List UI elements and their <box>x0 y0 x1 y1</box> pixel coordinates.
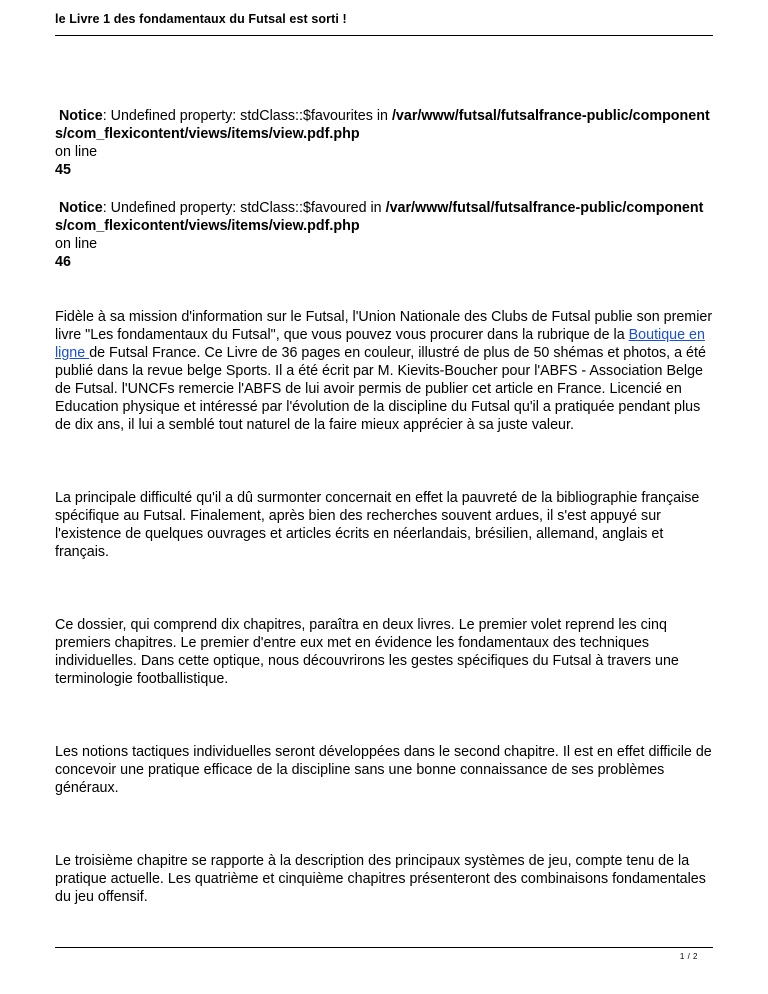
notice-path: /var/www/futsal/futsalfrance-public/components/com_flexicontent/views/items/view.pdf.php <box>55 108 710 142</box>
notice-message: : Undefined property: stdClass::$favoured in <box>102 200 386 216</box>
php-notice-1 <box>55 107 715 179</box>
article-paragraph-5: Le troisième chapitre se rapporte à la description des principaux systèmes de jeu, compte tenu de la pratique actuelle. Les quatrième et cinquième chapitres présenteront des combinaisons fondamentales du jeu offensif. <box>55 853 706 905</box>
notice-path: /var/www/futsal/futsalfrance-public/components/com_flexicontent/views/items/view.pdf.php <box>55 200 704 234</box>
article-paragraph-2: La principale difficulté qu'il a dû surmonter concernait en effet la pauvreté de la bibliographie française spécifique au Futsal. Finalement, après bien des recherches souvent ardues, il s'est appuyé sur l'existence de quelques ouvrages et articles écrits en néerlandais, brésilien, allemand, anglais et français. <box>55 490 700 560</box>
notice-label: Notice <box>58 108 103 124</box>
footer-divider <box>55 947 713 948</box>
notice-label: Notice <box>58 200 103 216</box>
notice-line: 46 <box>55 254 71 270</box>
notice-online: on line <box>55 236 98 252</box>
article-paragraph-1 <box>55 308 715 434</box>
article-paragraph-4: Les notions tactiques individuelles seront développées dans le second chapitre. Il est en effet difficile de concevoir une pratique efficace de la discipline sans une bonne connaissance de ses problèmes généraux. <box>55 744 712 796</box>
article-paragraph-3: Ce dossier, qui comprend dix chapitres, paraîtra en deux livres. Le premier volet reprend les cinq premiers chapitres. Le premier d'entre eux met en évidence les fondamentaux des techniques individuelles. Dans cette optique, nous découvrirons les gestes spécifiques du Futsal à travers une terminologie footballistique. <box>55 617 679 687</box>
notice-line: 45 <box>55 162 71 178</box>
paragraph-text: Fidèle à sa mission d'information sur le Futsal, l'Union Nationale des Clubs de Futsal publie son premier livre "Les fondamentaux du Futsal", que vous pouvez vous procurer dans la rubrique de la <box>55 309 713 343</box>
page-title: le Livre 1 des fondamentaux du Futsal est sorti ! <box>55 12 347 26</box>
php-notice-2 <box>55 199 715 271</box>
notice-message: : Undefined property: stdClass::$favourites in <box>102 108 392 124</box>
notice-online: on line <box>55 144 98 160</box>
paragraph-text: de Futsal France. Ce Livre de 36 pages en couleur, illustré de plus de 50 shémas et photos, a été publié dans la revue belge Sports. Il a été écrit par M. Kievits-Boucher pour l'ABFS - Association Belge de Futsal. l'UNCFs remercie l'ABFS de lui avoir permis de publier cet article en France. Licencié en Education physique et intéressé par l'évolution de la discipline du Futsal qu'il a pratiquée pendant plus de dix ans, il lui a semblé tout naturel de la faire mieux apprécier à sa juste valeur. <box>55 345 706 433</box>
page-content <box>55 107 715 906</box>
header-divider <box>55 35 713 36</box>
page-number: 1 / 2 <box>679 952 698 961</box>
boutique-link[interactable]: Boutique en ligne <box>55 327 705 361</box>
